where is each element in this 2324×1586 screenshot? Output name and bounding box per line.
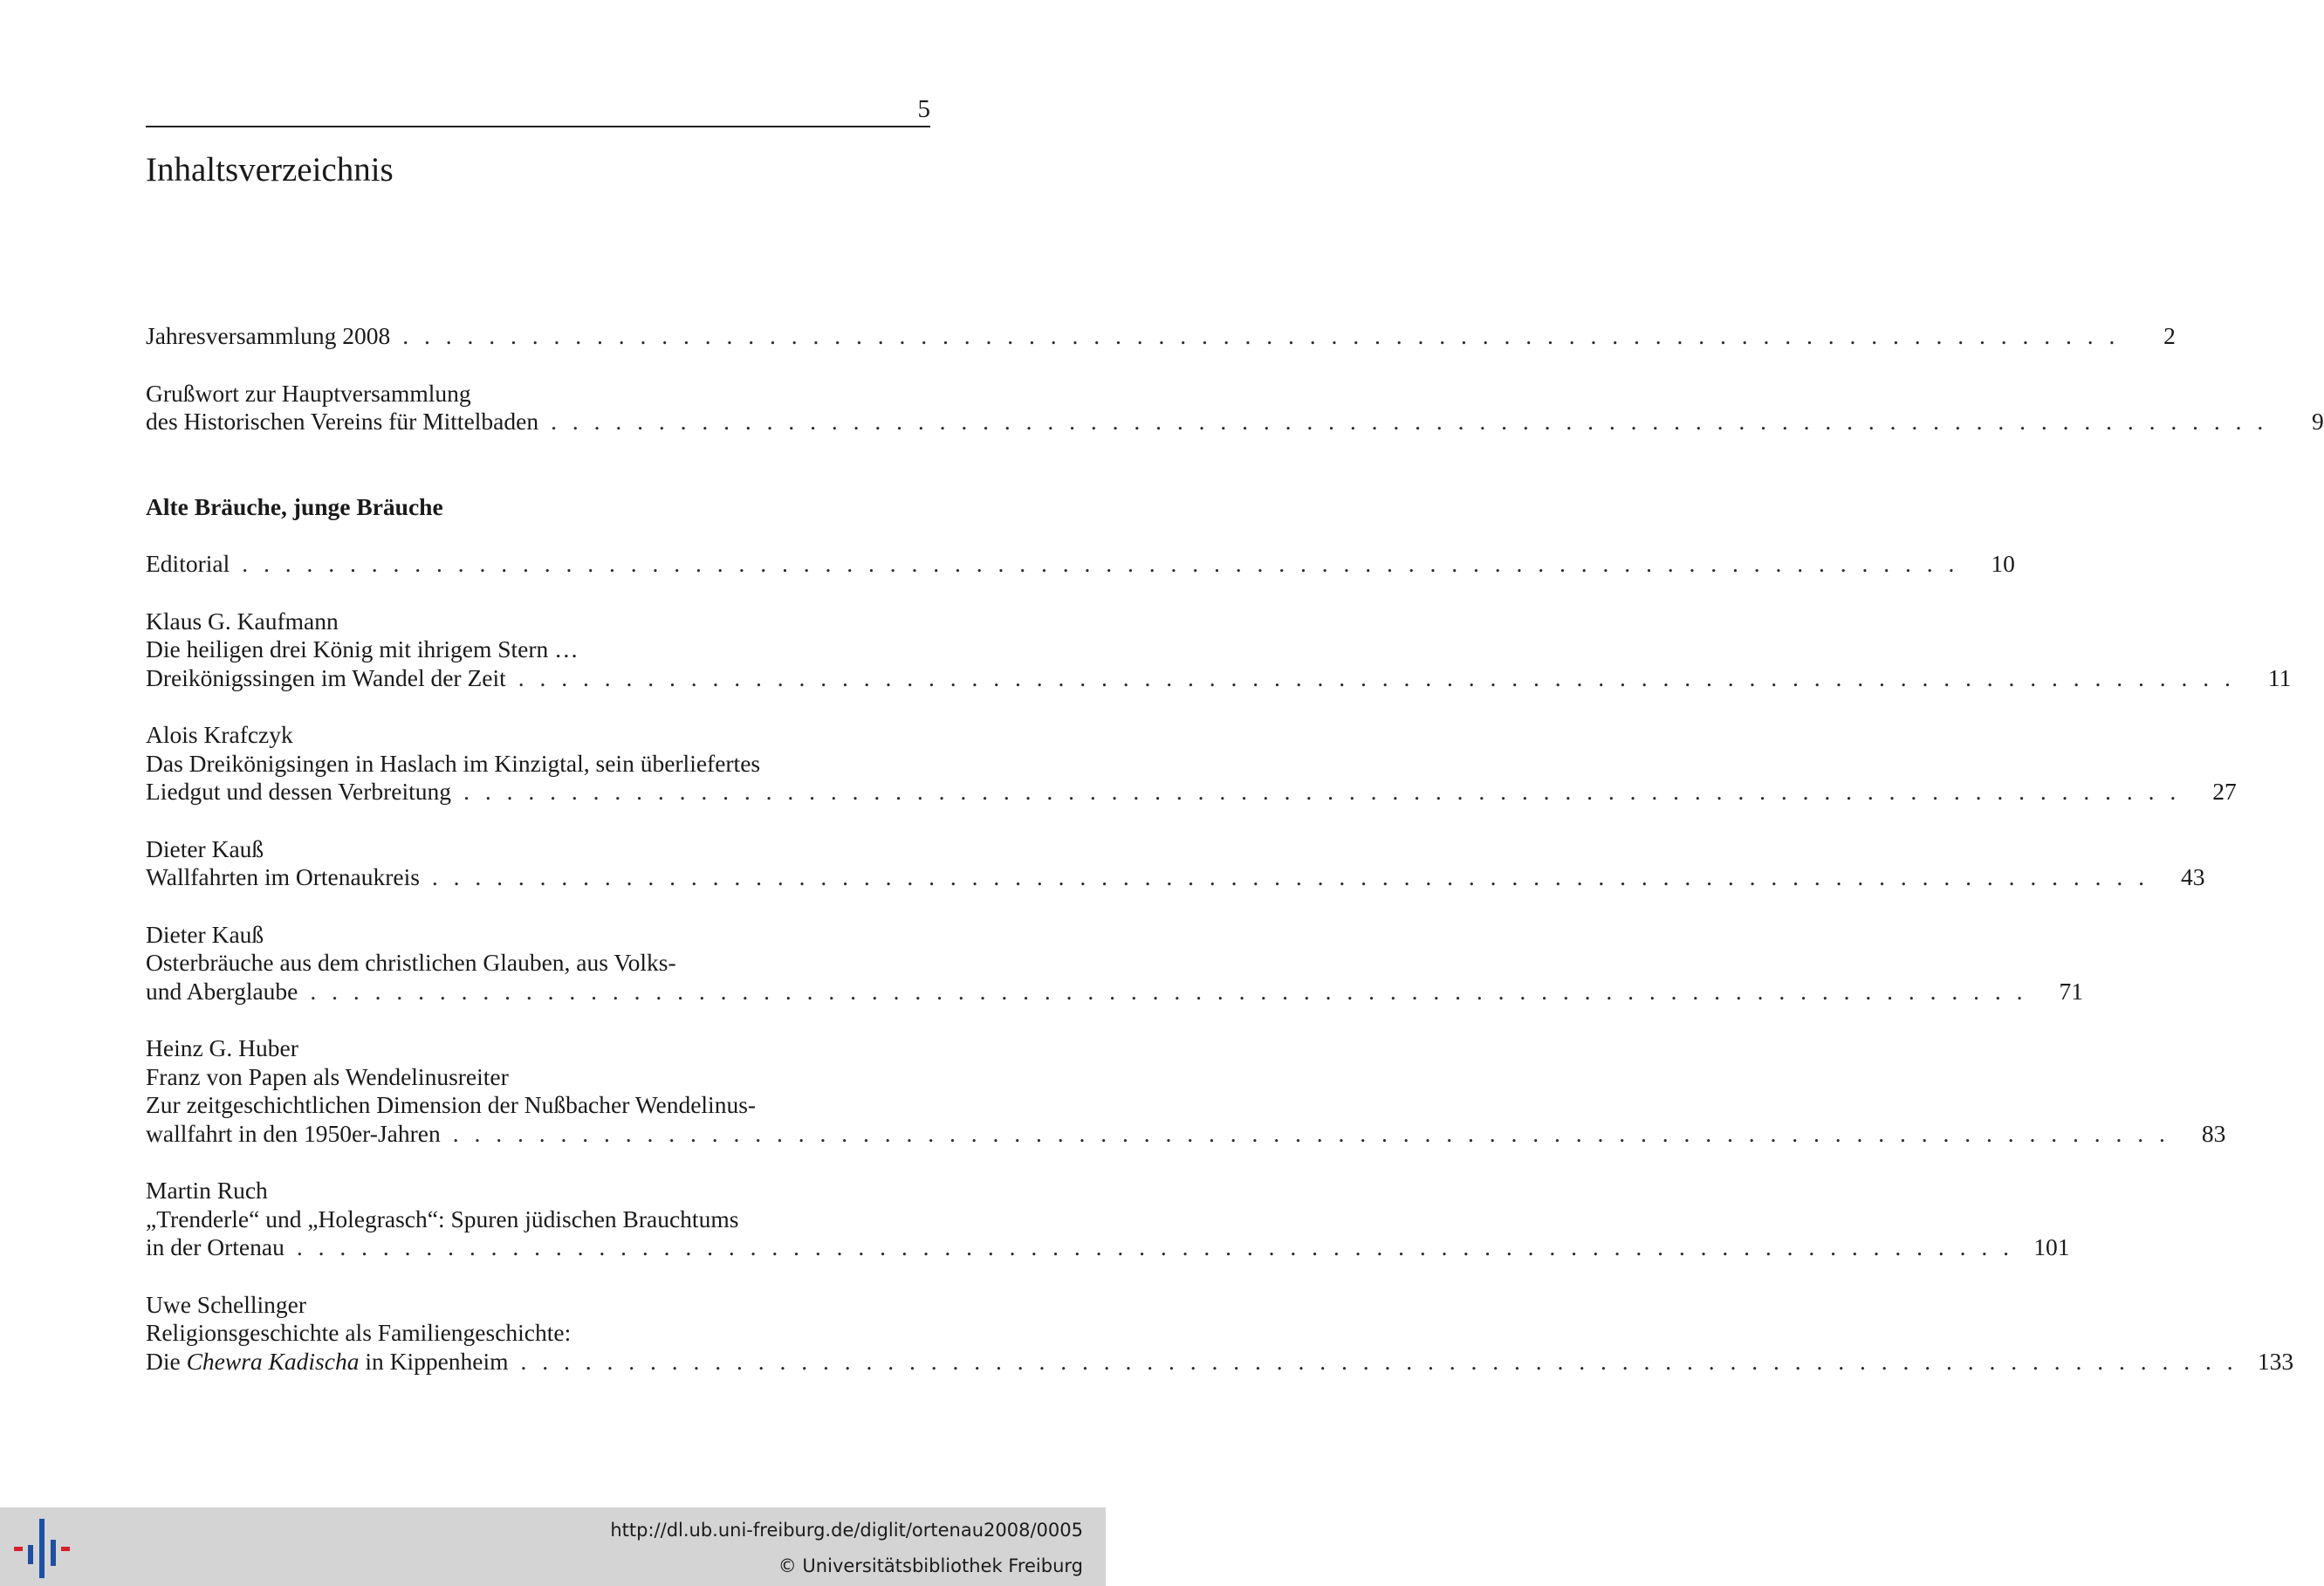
toc-entry-line: Osterbräuche aus dem christlichen Glauben, aus Volks- xyxy=(146,949,676,976)
toc-entry[interactable] xyxy=(146,920,2084,1006)
toc-entry-line: Dieter Kauß xyxy=(146,834,264,862)
footer-bar xyxy=(0,1507,1106,1586)
dot-leader: . . . . . . . . . . . . . . . . . . . . . . . . . . . . . . . . . . . . . . . . . . . . . . . . . . . . . . . . . . . . . . . . . . . . . . . . . . . . . . . . xyxy=(431,863,2149,890)
spacer xyxy=(146,692,930,721)
spacer xyxy=(146,892,930,921)
toc-entry-line: Alois Krafczyk xyxy=(146,721,293,748)
toc-entry-final-line xyxy=(146,663,2292,693)
toc-page-number: 83 xyxy=(2201,1119,2226,1147)
toc-entry-final-line xyxy=(146,863,2205,892)
toc-entry-title: Jahresversammlung 2008 xyxy=(146,322,391,349)
dot-leader: . . . . . . . . . . . . . . . . . . . . . . . . . . . . . . . . . . . . . . . . . . . . . . . . . . . . . . . . . . . . . . . . . . . . . . . . . . . . . . . . xyxy=(402,322,2120,349)
toc-entry[interactable] xyxy=(146,1290,2294,1377)
toc-entry[interactable] xyxy=(146,1034,2226,1148)
toc-entry-title: Liedgut und dessen Verbreitung xyxy=(146,778,452,805)
toc-page-number: 11 xyxy=(2267,663,2292,691)
toc-entry-title: Wallfahrten im Ortenaukreis xyxy=(146,863,420,890)
toc-entry-final-line xyxy=(146,1233,2070,1262)
spacer xyxy=(146,1006,930,1034)
source-url[interactable]: http://dl.ub.uni-freiburg.de/diglit/ortenau2008/0005 xyxy=(610,1520,1083,1541)
toc-entry-title: in der Ortenau xyxy=(146,1233,285,1260)
toc-page-number: 9 xyxy=(2311,408,2324,435)
copyright-notice: © Universitätsbibliothek Freiburg xyxy=(778,1555,1083,1576)
toc-entry-final-line xyxy=(146,977,2084,1006)
toc-entry-title-italic: Chewra Kadischa xyxy=(186,1347,360,1375)
library-logo-icon xyxy=(14,1515,70,1582)
spacer xyxy=(146,807,930,835)
toc-entry-final-line xyxy=(146,1347,2294,1377)
dot-leader: . . . . . . . . . . . . . . . . . . . . . . . . . . . . . . . . . . . . . . . . . . . . . . . . . . . . . . . . . . . . . . . . . . . . . . . . . . . . . . . . xyxy=(518,663,2236,691)
toc-entry-final-line xyxy=(146,322,2176,351)
toc-page-number: 101 xyxy=(2033,1233,2070,1260)
toc-entry[interactable] xyxy=(146,1177,2070,1262)
toc-entry-final-line xyxy=(146,1119,2226,1149)
toc-entry-final-line xyxy=(146,550,2015,579)
toc-entry-line: Heinz G. Huber xyxy=(146,1034,298,1061)
toc-entry-title: und Aberglaube xyxy=(146,977,298,1005)
toc-entry-title: Dreikönigssingen im Wandel der Zeit xyxy=(146,663,506,691)
dot-leader: . . . . . . . . . . . . . . . . . . . . . . . . . . . . . . . . . . . . . . . . . . . . . . . . . . . . . . . . . . . . . . . . . . . . . . . . . . . . . . . . xyxy=(551,408,2268,435)
dot-leader: . . . . . . . . . . . . . . . . . . . . . . . . . . . . . . . . . . . . . . . . . . . . . . . . . . . . . . . . . . . . . . . . . . . . . . . . . . . . . . . . xyxy=(242,550,1959,577)
toc-entry-title-part: Die xyxy=(146,1347,187,1375)
toc-entry-line: „Trenderle“ und „Holegrasch“: Spuren jüdischen Brauchtums xyxy=(146,1205,739,1232)
header-rule xyxy=(146,126,930,127)
toc-entry-line: Religionsgeschichte als Familiengeschichte: xyxy=(146,1319,572,1346)
dot-leader: . . . . . . . . . . . . . . . . . . . . . . . . . . . . . . . . . . . . . . . . . . . . . . . . . . . . . . . . . . . . . . . . . . . . . . . . . . . . . . . . xyxy=(310,977,2028,1005)
toc-entry[interactable] xyxy=(146,721,2237,807)
toc-entry-title: Editorial xyxy=(146,550,230,577)
toc-entry-line: Klaus G. Kaufmann xyxy=(146,607,339,635)
toc-entry[interactable] xyxy=(146,550,2015,579)
table-of-contents xyxy=(146,322,2324,1376)
toc-entry-line: Die heiligen drei König mit ihrigem Stern … xyxy=(146,635,579,663)
toc-entry-title: des Historischen Vereins für Mittelbaden xyxy=(146,408,539,435)
toc-entry-line: Franz von Papen als Wendelinusreiter xyxy=(146,1062,509,1090)
toc-page-number: 27 xyxy=(2212,778,2237,805)
toc-entry-title: wallfahrt in den 1950er-Jahren xyxy=(146,1119,441,1147)
toc-entry-title xyxy=(146,1348,509,1377)
toc-entry-final-line xyxy=(146,408,2324,436)
toc-entry-line: Das Dreikönigsingen in Haslach im Kinzigtal, sein überliefertes xyxy=(146,749,761,777)
toc-entry-final-line xyxy=(146,778,2237,807)
toc-entry-line: Martin Ruch xyxy=(146,1177,268,1204)
spacer xyxy=(146,1262,930,1291)
spacer xyxy=(146,579,930,608)
toc-page-number: 71 xyxy=(2059,977,2084,1005)
toc-page-number: 133 xyxy=(2257,1347,2294,1375)
spacer xyxy=(146,436,930,493)
toc-entry-line: Uwe Schellinger xyxy=(146,1290,307,1318)
section-heading: Alte Bräuche, junge Bräuche xyxy=(146,492,443,520)
dot-leader: . . . . . . . . . . . . . . . . . . . . . . . . . . . . . . . . . . . . . . . . . . . . . . . . . . . . . . . . . . . . . . . . . . . . . . . . . . . . . . . . xyxy=(463,778,2181,805)
toc-entry[interactable] xyxy=(146,607,2292,693)
dot-leader: . . . . . . . . . . . . . . . . . . . . . . . . . . . . . . . . . . . . . . . . . . . . . . . . . . . . . . . . . . . . . . . . . . . . . . . . . . . . . . . . xyxy=(520,1347,2238,1375)
toc-page-number: 10 xyxy=(1991,550,2015,577)
spacer xyxy=(146,521,930,550)
spacer xyxy=(146,1148,930,1177)
toc-page-number: 43 xyxy=(2181,863,2205,890)
toc-entry[interactable] xyxy=(146,834,2205,892)
toc-entry-line: Grußwort zur Hauptversammlung xyxy=(146,379,471,407)
page-number: 5 xyxy=(917,95,930,123)
toc-entry-line: Zur zeitgeschichtlichen Dimension der Nußbacher Wendelinus- xyxy=(146,1091,757,1118)
page-title: Inhaltsverzeichnis xyxy=(146,151,394,189)
toc-entry[interactable] xyxy=(146,379,2324,436)
toc-entry-title-part: in Kippenheim xyxy=(359,1347,509,1375)
toc-entry-line: Dieter Kauß xyxy=(146,920,264,948)
dot-leader: . . . . . . . . . . . . . . . . . . . . . . . . . . . . . . . . . . . . . . . . . . . . . . . . . . . . . . . . . . . . . . . . . . . . . . . . . . . . . . . . xyxy=(296,1233,2014,1260)
toc-page-number: 2 xyxy=(2163,322,2176,349)
spacer xyxy=(146,351,930,380)
dot-leader: . . . . . . . . . . . . . . . . . . . . . . . . . . . . . . . . . . . . . . . . . . . . . . . . . . . . . . . . . . . . . . . . . . . . . . . . . . . . . . . . xyxy=(452,1119,2170,1147)
toc-entry[interactable] xyxy=(146,322,2176,351)
